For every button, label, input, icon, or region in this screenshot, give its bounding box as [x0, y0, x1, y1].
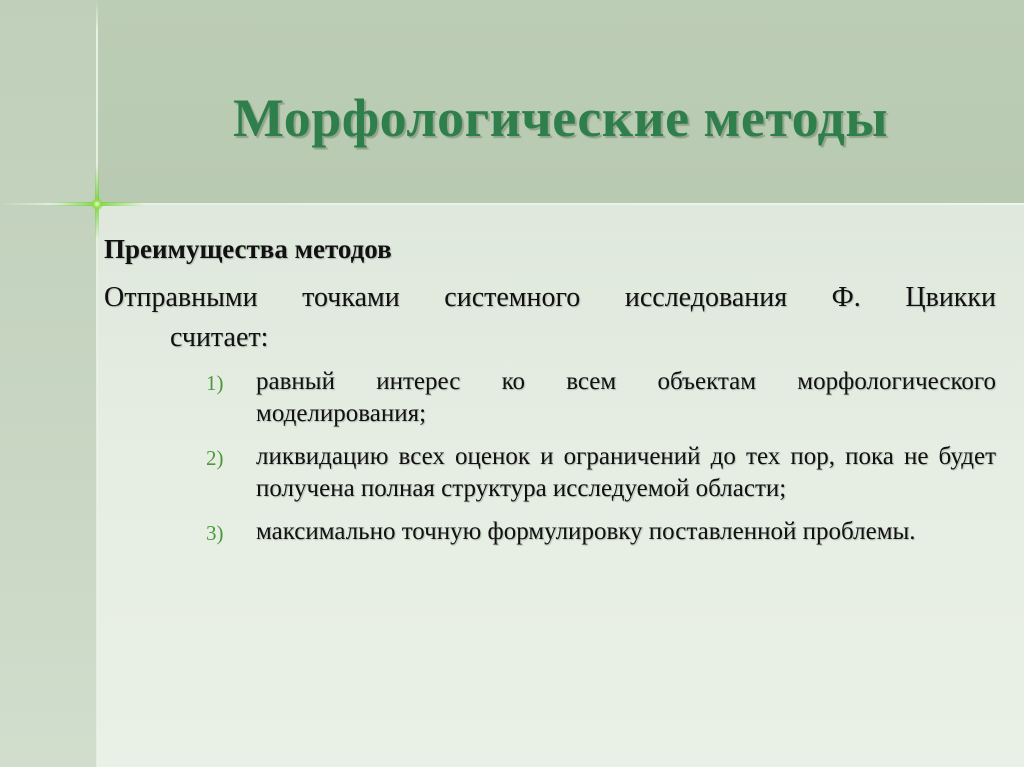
list-item [206, 366, 996, 430]
sparkle-icon [91, 198, 103, 210]
list-item-number: 1) [206, 371, 224, 395]
list-item-number: 3) [206, 521, 224, 545]
section-heading: Преимущества методов [104, 234, 392, 264]
left-decor-band [0, 0, 97, 767]
slide-title: Морфологические методы [232, 88, 889, 148]
intro-text-line1: Отправными точками системного исследования Ф. Цвикки [104, 282, 996, 313]
horizontal-divider-line [0, 203, 1024, 205]
list-item [206, 441, 996, 505]
list-item [206, 516, 996, 548]
list-item-text: максимально точную формулировку поставленной проблемы. [256, 518, 916, 545]
list-item-number: 2) [206, 446, 224, 470]
list-item-text: равный интерес ко всем объектам морфологического моделирования; [256, 368, 996, 427]
advantages-list [206, 366, 996, 559]
list-item-text: ликвидацию всех оценок и ограничений до тех пор, пока не будет получена полная структура исследуемой области; [256, 443, 996, 502]
intro-text-line2: считает: [170, 322, 269, 353]
